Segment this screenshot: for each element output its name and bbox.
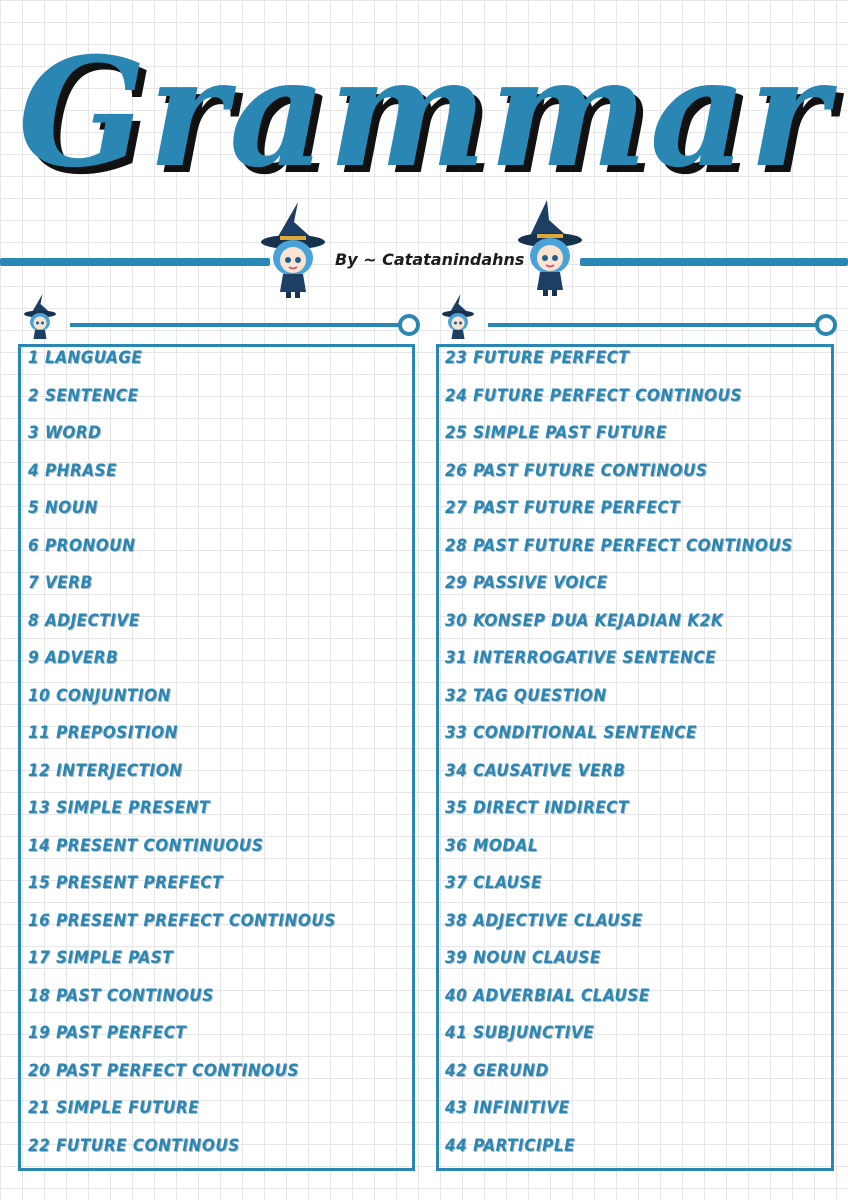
list-item: 8 ADJECTIVE [28, 610, 140, 631]
list-item: 34 CAUSATIVE VERB [445, 760, 626, 781]
list-item: 32 TAG QUESTION [445, 685, 607, 706]
list-item: 13 SIMPLE PRESENT [28, 798, 210, 818]
list-item: 14 PRESENT CONTINUOUS [28, 835, 264, 856]
list-item: 38 ADJECTIVE CLAUSE [445, 910, 643, 931]
page-title: Grammar [18, 25, 830, 201]
list-item: 25 SIMPLE PAST FUTURE [445, 423, 667, 443]
topic-list-right [445, 345, 793, 1170]
list-item: 31 INTERROGATIVE SENTENCE [445, 648, 717, 668]
list-item: 16 PRESENT PREFECT CONTINOUS [28, 910, 336, 931]
list-item: 3 WORD [28, 423, 102, 443]
witch-icon [436, 293, 480, 343]
list-item: 10 CONJUNTION [28, 685, 171, 706]
list-item: 21 SIMPLE FUTURE [28, 1098, 200, 1118]
list-item: 4 PHRASE [28, 460, 118, 481]
list-item: 36 MODAL [445, 835, 539, 856]
list-item: 12 INTERJECTION [28, 760, 183, 781]
list-item: 17 SIMPLE PAST [28, 948, 174, 968]
byline: By ~ Catatanindahns [335, 250, 525, 269]
list-item: 42 GERUND [445, 1060, 549, 1081]
panel-top-rule-left [70, 323, 404, 327]
list-item: 2 SENTENCE [28, 385, 139, 406]
list-item: 33 CONDITIONAL SENTENCE [445, 723, 697, 743]
ring-icon [398, 314, 420, 336]
list-item: 43 INFINITIVE [445, 1098, 570, 1118]
list-item: 15 PRESENT PREFECT [28, 873, 224, 893]
list-item: 30 KONSEP DUA KEJADIAN K2K [445, 610, 724, 631]
witch-icon [18, 293, 62, 343]
witch-icon [514, 198, 586, 298]
list-item: 24 FUTURE PERFECT CONTINOUS [445, 385, 743, 406]
list-item: 28 PAST FUTURE PERFECT CONTINOUS [445, 535, 793, 556]
list-item: 29 PASSIVE VOICE [445, 573, 608, 593]
list-item: 19 PAST PERFECT [28, 1023, 187, 1043]
title-divider-right [580, 258, 848, 266]
witch-icon [258, 200, 328, 300]
panel-top-rule-right [488, 323, 821, 327]
topic-list-left [28, 345, 336, 1170]
list-item: 18 PAST CONTINOUS [28, 985, 214, 1006]
list-item: 41 SUBJUNCTIVE [445, 1023, 595, 1043]
list-item: 5 NOUN [28, 498, 98, 518]
list-item: 7 VERB [28, 573, 93, 593]
list-item: 39 NOUN CLAUSE [445, 948, 601, 968]
list-item: 26 PAST FUTURE CONTINOUS [445, 460, 708, 481]
title-divider-left [0, 258, 270, 266]
list-item: 1 LANGUAGE [28, 348, 143, 368]
list-item: 27 PAST FUTURE PERFECT [445, 498, 681, 518]
list-item: 37 CLAUSE [445, 873, 543, 893]
list-item: 9 ADVERB [28, 648, 119, 668]
ring-icon [815, 314, 837, 336]
list-item: 23 FUTURE PERFECT [445, 348, 630, 368]
list-item: 20 PAST PERFECT CONTINOUS [28, 1060, 300, 1081]
list-item: 11 PREPOSITION [28, 723, 178, 743]
list-item: 40 ADVERBIAL CLAUSE [445, 985, 650, 1006]
list-item: 44 PARTICIPLE [445, 1135, 576, 1156]
list-item: 22 FUTURE CONTINOUS [28, 1135, 240, 1156]
list-item: 6 PRONOUN [28, 535, 136, 556]
list-item: 35 DIRECT INDIRECT [445, 798, 629, 818]
